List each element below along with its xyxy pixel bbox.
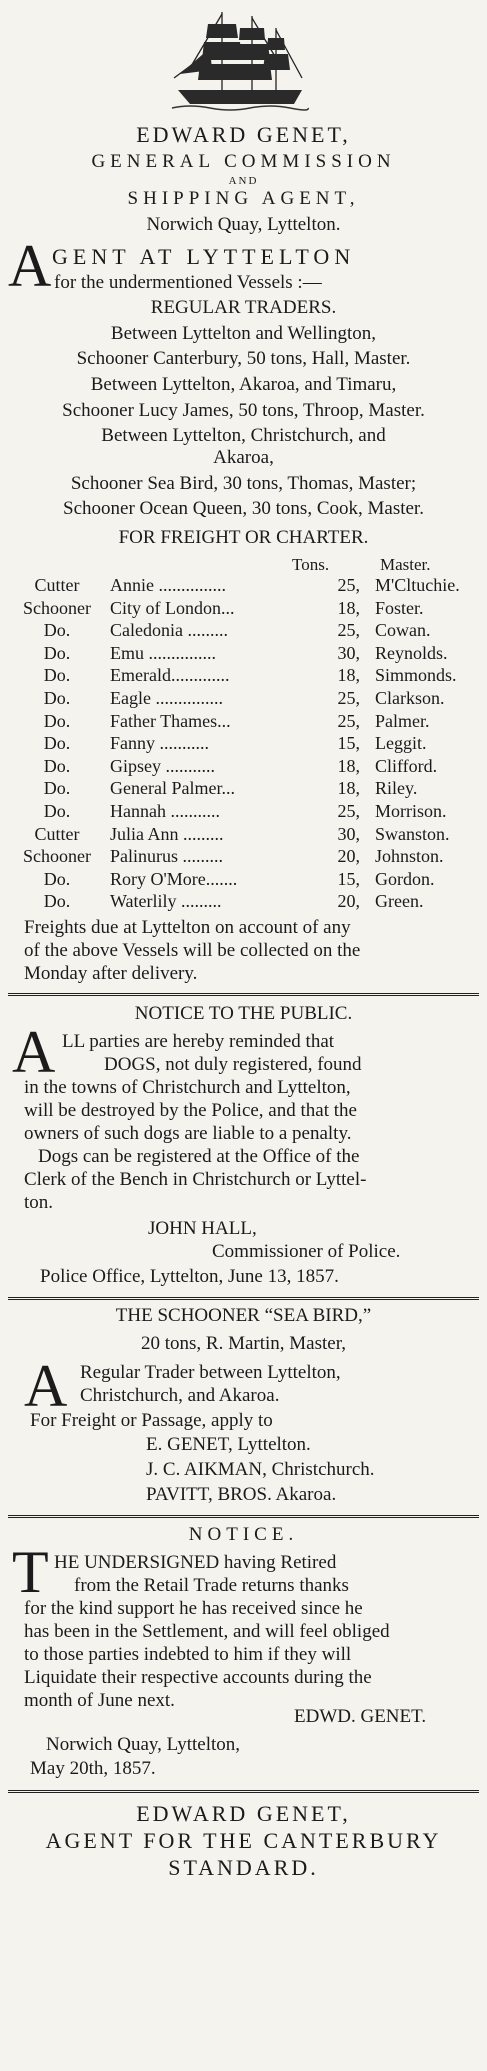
ad1-title: EDWARD GENET,	[136, 122, 351, 147]
ship-illustration-icon	[170, 8, 310, 116]
divider	[8, 993, 479, 996]
ad2-line-4: will be destroyed by the Police, and that the	[24, 1100, 357, 1121]
vessel-type: Schooner	[23, 846, 91, 867]
ad3-contact-1: E. GENET, Lyttelton.	[146, 1434, 311, 1455]
ad1-route-2: Between Lyttelton, Akaroa, and Timaru,	[90, 374, 397, 395]
vessel-tons: 25,	[337, 688, 360, 708]
vessel-tons: 25,	[337, 620, 360, 641]
vessel-tons: 25,	[337, 710, 360, 731]
ad1-agent-heading: GENT AT LYTTELTON	[52, 244, 356, 269]
ad2-line-8: ton.	[24, 1192, 54, 1213]
table-row	[0, 777, 487, 799]
table-row	[0, 890, 487, 912]
table-row	[0, 619, 487, 641]
vessel-type: Do.	[43, 778, 71, 799]
ad4-line-3: for the kind support he has received since he	[24, 1598, 363, 1619]
vessel-master: M'Cltuchie.	[375, 575, 460, 595]
ad1-agent-subline: for the undermentioned Vessels :—	[54, 272, 322, 293]
vessel-master: Johnston.	[375, 846, 444, 867]
ad3-subheading: 20 tons, R. Martin, Master,	[140, 1333, 347, 1354]
ad3-drop-capital: A	[24, 1353, 68, 1419]
column-header-tons: Tons.	[292, 555, 330, 574]
ad4-line-5: to those parties indebted to him if they will	[24, 1644, 352, 1665]
ad3-line-2: Christchurch, and Akaroa.	[80, 1385, 280, 1406]
ad2-heading: NOTICE TO THE PUBLIC.	[134, 1003, 353, 1024]
vessel-type: Schooner	[23, 597, 91, 618]
vessel-name: Caledonia .........	[110, 620, 228, 641]
vessel-tons: 15,	[337, 733, 360, 754]
table-row	[0, 800, 487, 822]
vessel-name: Emu ...............	[110, 642, 216, 663]
ad1-address: Norwich Quay, Lyttelton.	[146, 214, 341, 235]
vessel-name: Hannah ...........	[110, 801, 220, 821]
ad4-signer: EDWD. GENET.	[294, 1706, 427, 1727]
ad1-regular-heading: REGULAR TRADERS.	[150, 297, 337, 318]
table-row	[0, 732, 487, 754]
ad5-line-1: EDWARD GENET,	[136, 1801, 351, 1826]
vessel-name: General Palmer...	[110, 778, 235, 799]
vessel-master: Clarkson.	[375, 688, 445, 708]
ad1-route-1: Between Lyttelton and Wellington,	[110, 323, 377, 344]
vessel-name: Emerald.............	[110, 665, 230, 686]
vessel-name: Julia Ann .........	[110, 823, 224, 844]
vessel-name: Gipsey ...........	[110, 755, 215, 776]
ad2-line-2: DOGS, not duly registered, found	[104, 1054, 362, 1075]
vessel-type: Cutter	[34, 823, 80, 844]
ad1-subtitle-2: SHIPPING AGENT,	[127, 188, 360, 209]
vessel-table	[0, 574, 487, 914]
vessel-tons: 25,	[337, 801, 360, 821]
vessel-tons: 18,	[337, 597, 360, 618]
vessel-name: City of London...	[110, 597, 235, 618]
ad1-vessel-4: Schooner Ocean Queen, 30 tons, Cook, Master.	[63, 498, 424, 519]
table-row	[0, 664, 487, 686]
ad4-address-2: May 20th, 1857.	[30, 1758, 156, 1779]
ad1-vessel-1: Schooner Canterbury, 50 tons, Hall, Master.	[76, 348, 411, 369]
vessel-type: Do.	[43, 688, 71, 708]
vessel-master: Foster.	[375, 597, 424, 618]
vessel-master: Palmer.	[375, 710, 430, 731]
vessel-name: Father Thames...	[110, 710, 231, 731]
vessel-name: Eagle ...............	[110, 688, 223, 708]
vessel-master: Riley.	[375, 778, 418, 799]
table-row	[0, 710, 487, 732]
ad3-heading: THE SCHOONER “SEA BIRD,”	[115, 1305, 372, 1326]
vessel-tons: 30,	[337, 642, 360, 663]
vessel-tons: 18,	[337, 665, 360, 686]
column-header-master: Master.	[380, 555, 431, 574]
ad4-address-1: Norwich Quay, Lyttelton,	[46, 1734, 241, 1755]
table-row	[0, 868, 487, 890]
vessel-tons: 18,	[337, 778, 360, 799]
table-row	[0, 823, 487, 845]
ad1-freight-1: Freights due at Lyttelton on account of any	[24, 917, 351, 938]
vessel-master: Gordon.	[375, 868, 435, 889]
ad1-route-3b: Akaroa,	[213, 447, 274, 468]
vessel-type: Do.	[43, 710, 71, 731]
vessel-type: Do.	[43, 665, 71, 686]
ad3-line-3: For Freight or Passage, apply to	[30, 1410, 273, 1431]
vessel-type: Do.	[43, 642, 71, 663]
ad1-subtitle-1: GENERAL COMMISSION	[91, 151, 396, 172]
ad2-line-3: in the towns of Christchurch and Lyttelton,	[24, 1077, 351, 1098]
vessel-type: Do.	[43, 755, 71, 776]
vessel-name: Fanny ...........	[110, 733, 209, 754]
ad2-line-7: Clerk of the Bench in Christchurch or Lyttel-	[24, 1169, 367, 1190]
ad3-contact-3: PAVITT, BROS. Akaroa.	[146, 1484, 337, 1505]
vessel-type: Do.	[43, 868, 71, 889]
vessel-master: Clifford.	[375, 755, 438, 776]
table-row	[0, 597, 487, 619]
vessel-tons: 25,	[337, 575, 360, 595]
vessel-type: Do.	[43, 620, 71, 641]
vessel-type: Cutter	[34, 575, 80, 595]
ad3-contact-2: J. C. AIKMAN, Christchurch.	[146, 1459, 375, 1480]
ad4-line-4: has been in the Settlement, and will feel obliged	[24, 1621, 390, 1642]
vessel-tons: 18,	[337, 755, 360, 776]
ad2-signer-title: Commissioner of Police.	[212, 1241, 401, 1262]
ad4-line-7: month of June next.	[24, 1690, 175, 1711]
table-row	[0, 574, 487, 596]
vessel-master: Cowan.	[375, 620, 431, 641]
vessel-master: Reynolds.	[375, 642, 448, 663]
ad2-line-1: LL parties are hereby reminded that	[62, 1031, 335, 1052]
ad1-vessel-3: Schooner Sea Bird, 30 tons, Thomas, Master;	[70, 473, 417, 494]
vessel-type: Do.	[43, 891, 71, 912]
divider	[8, 1297, 479, 1300]
vessel-master: Morrison.	[375, 801, 447, 821]
ad4-heading: NOTICE.	[188, 1524, 299, 1545]
vessel-name: Annie ...............	[110, 575, 226, 595]
vessel-tons: 20,	[337, 891, 360, 912]
vessel-master: Green.	[375, 891, 424, 912]
ad3-line-1: Regular Trader between Lyttelton,	[80, 1362, 341, 1383]
table-row	[0, 642, 487, 664]
ad2-drop-capital: A	[12, 1019, 56, 1085]
vessel-name: Waterlily .........	[110, 891, 222, 912]
ad4-line-1: HE UNDERSIGNED having Retired	[54, 1552, 337, 1573]
vessel-tons: 30,	[337, 823, 360, 844]
ad5-line-3: STANDARD.	[168, 1855, 319, 1880]
ad1-freight-3: Monday after delivery.	[24, 963, 198, 984]
ad4-line-6: Liquidate their respective accounts during the	[24, 1667, 372, 1688]
table-row	[0, 687, 487, 709]
vessel-tons: 20,	[337, 846, 360, 867]
vessel-type: Do.	[43, 733, 71, 754]
vessel-master: Leggit.	[375, 733, 427, 754]
ad1-drop-capital: A	[8, 233, 52, 299]
vessel-master: Swanston.	[375, 823, 450, 844]
ad1-and: AND	[228, 175, 259, 187]
divider	[8, 1515, 479, 1518]
ad2-line-6: Dogs can be registered at the Office of the	[38, 1146, 360, 1167]
ad2-dateline: Police Office, Lyttelton, June 13, 1857.	[40, 1266, 339, 1287]
vessel-type: Do.	[43, 801, 71, 821]
ad2-line-5: owners of such dogs are liable to a penalty.	[24, 1123, 352, 1144]
ad4-drop-capital: T	[12, 1539, 49, 1605]
ad2-signer: JOHN HALL,	[148, 1218, 257, 1239]
vessel-name: Rory O'More.......	[110, 868, 238, 889]
vessel-name: Palinurus .........	[110, 846, 224, 867]
ad4-line-2: from the Retail Trade returns thanks	[74, 1575, 349, 1596]
divider	[8, 1790, 479, 1793]
ad1-freight-2: of the above Vessels will be collected on the	[24, 940, 361, 961]
vessel-master: Simmonds.	[375, 665, 457, 686]
ad5-line-2: AGENT FOR THE CANTERBURY	[45, 1828, 442, 1853]
table-row	[0, 845, 487, 867]
table-row	[0, 755, 487, 777]
ad1-vessel-2: Schooner Lucy James, 50 tons, Throop, Master.	[62, 400, 425, 421]
vessel-tons: 15,	[337, 868, 360, 889]
ad1-route-3: Between Lyttelton, Christchurch, and	[101, 425, 386, 446]
ad1-charter-heading: FOR FREIGHT OR CHARTER.	[118, 527, 369, 548]
